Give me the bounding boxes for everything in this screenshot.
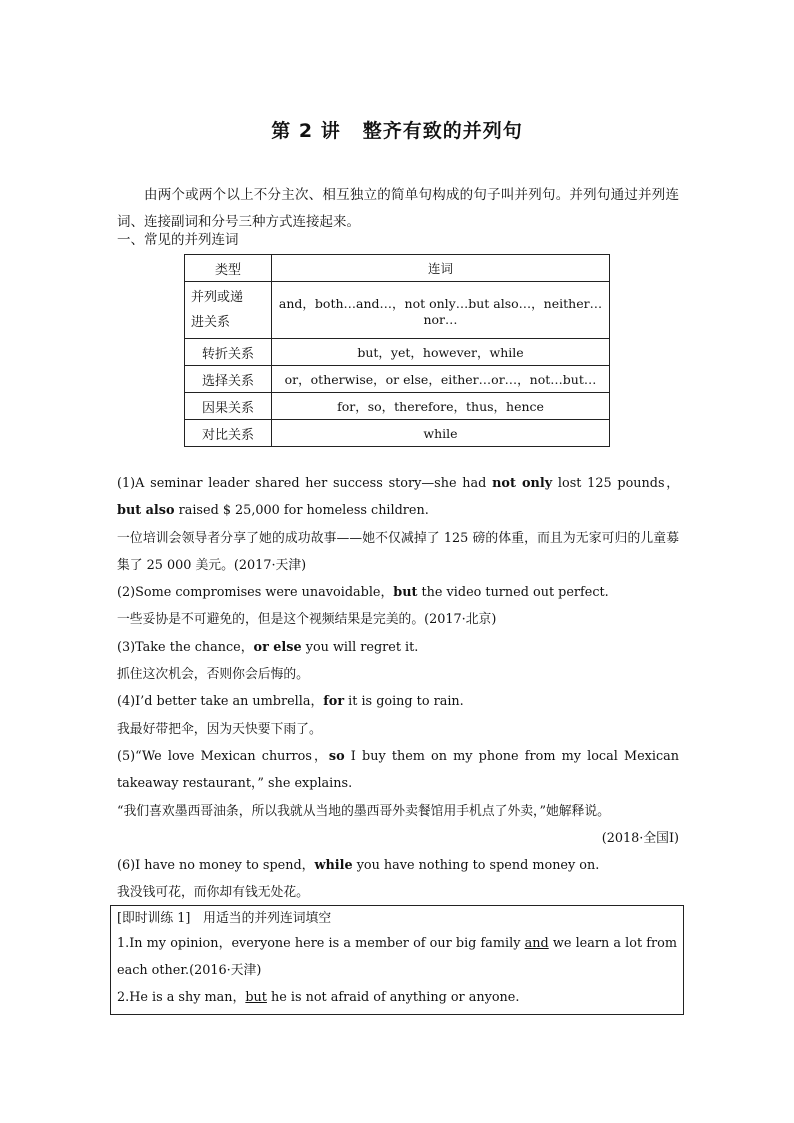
example-1-en: (1)A seminar leader shared her success story—she had not only lost 125 pounds，but also raised $ 25,000 for homeless children. bbox=[117, 476, 680, 519]
practice-heading: [即时训练 1] 用适当的并列连词填空 bbox=[117, 911, 332, 926]
answer-blank: but bbox=[245, 990, 267, 1005]
header-conjunctions: 连词 bbox=[272, 255, 610, 282]
table-row bbox=[185, 282, 610, 339]
practice-box bbox=[110, 905, 684, 1015]
table-row bbox=[185, 366, 610, 393]
example-4-cn: 我最好带把伞，因为天快要下雨了。 bbox=[117, 721, 322, 737]
intro-paragraph: 由两个或两个以上不分主次、相互独立的简单句构成的句子叫并列句。并列句通过并列连词、连接副词和分号三种方式连接起来。 bbox=[117, 186, 679, 230]
keyword: so bbox=[328, 748, 345, 764]
keyword: for bbox=[323, 694, 345, 710]
example-5-cn: “我们喜欢墨西哥油条，所以我就从当地的墨西哥外卖餐馆用手机点了外卖，”她解释说。 bbox=[117, 803, 610, 819]
conjunction-cell: while bbox=[272, 420, 610, 447]
type-cell: 对比关系 bbox=[185, 420, 272, 447]
keyword: but bbox=[393, 585, 418, 601]
type-cell: 选择关系 bbox=[185, 366, 272, 393]
keyword: but also bbox=[117, 503, 175, 519]
keyword: or else bbox=[253, 639, 302, 655]
practice-question-2: 2.He is a shy man，but he is not afraid of anything or anyone. bbox=[117, 990, 520, 1005]
example-5-source: (2018·全国Ⅰ) bbox=[601, 830, 679, 846]
type-cell bbox=[185, 282, 272, 339]
page-title bbox=[0, 116, 794, 143]
table-header-row bbox=[185, 255, 610, 282]
practice-question-1: 1.In my opinion，everyone here is a member of our big family and we learn a lot from each other.(2016·天津) bbox=[117, 936, 677, 978]
lecture-title: 整齐有致的并列句 bbox=[362, 120, 523, 142]
example-3-en: (3)Take the chance，or else you will regret it. bbox=[117, 639, 419, 655]
type-cell-line1: 并列或递 bbox=[191, 290, 244, 305]
example-3-cn: 抓住这次机会，否则你会后悔的。 bbox=[117, 667, 309, 683]
conjunction-cell: but，yet，however，while bbox=[272, 339, 610, 366]
table-row bbox=[185, 393, 610, 420]
example-6-cn: 我没钱可花，而你却有钱无处花。 bbox=[117, 885, 309, 901]
example-4-en: (4)I’d better take an umbrella，for it is going to rain. bbox=[117, 694, 464, 710]
keyword: not only bbox=[492, 476, 553, 491]
table-row bbox=[185, 339, 610, 366]
example-2-cn: 一些妥协是不可避免的，但是这个视频结果是完美的。(2017·北京) bbox=[117, 612, 497, 628]
answer-blank: and bbox=[524, 936, 549, 951]
example-1-cn: 一位培训会领导者分享了她的成功故事——她不仅减掉了 125 磅的体重，而且为无家可归的儿童募集了 25 000 美元。(2017·天津) bbox=[117, 530, 679, 573]
example-2-en: (2)Some compromises were unavoidable，but the video turned out perfect. bbox=[117, 585, 609, 601]
example-6-en: (6)I have no money to spend，while you have nothing to spend money on. bbox=[117, 858, 600, 874]
type-cell-line2: 进关系 bbox=[191, 315, 231, 330]
example-5-en: (5)“We love Mexican churros，so I buy them on my phone from my local Mexican takeaway restaurant，” she explains. bbox=[117, 748, 679, 792]
conjunction-cell: for，so，therefore，thus，hence bbox=[272, 393, 610, 420]
type-cell: 因果关系 bbox=[185, 393, 272, 420]
table-row bbox=[185, 420, 610, 447]
section-heading: 一、常见的并列连词 bbox=[117, 232, 239, 248]
examples-section bbox=[117, 470, 679, 907]
conjunction-cell: or，otherwise，or else，either…or…，not…but… bbox=[272, 366, 610, 393]
conjunction-cell: and，both…and…，not only…but also…，neither…nor… bbox=[272, 282, 610, 339]
lecture-number: 第 2 讲 bbox=[271, 120, 341, 142]
keyword: while bbox=[314, 858, 353, 874]
header-type: 类型 bbox=[185, 255, 272, 282]
type-cell: 转折关系 bbox=[185, 339, 272, 366]
conjunction-table bbox=[184, 254, 610, 447]
